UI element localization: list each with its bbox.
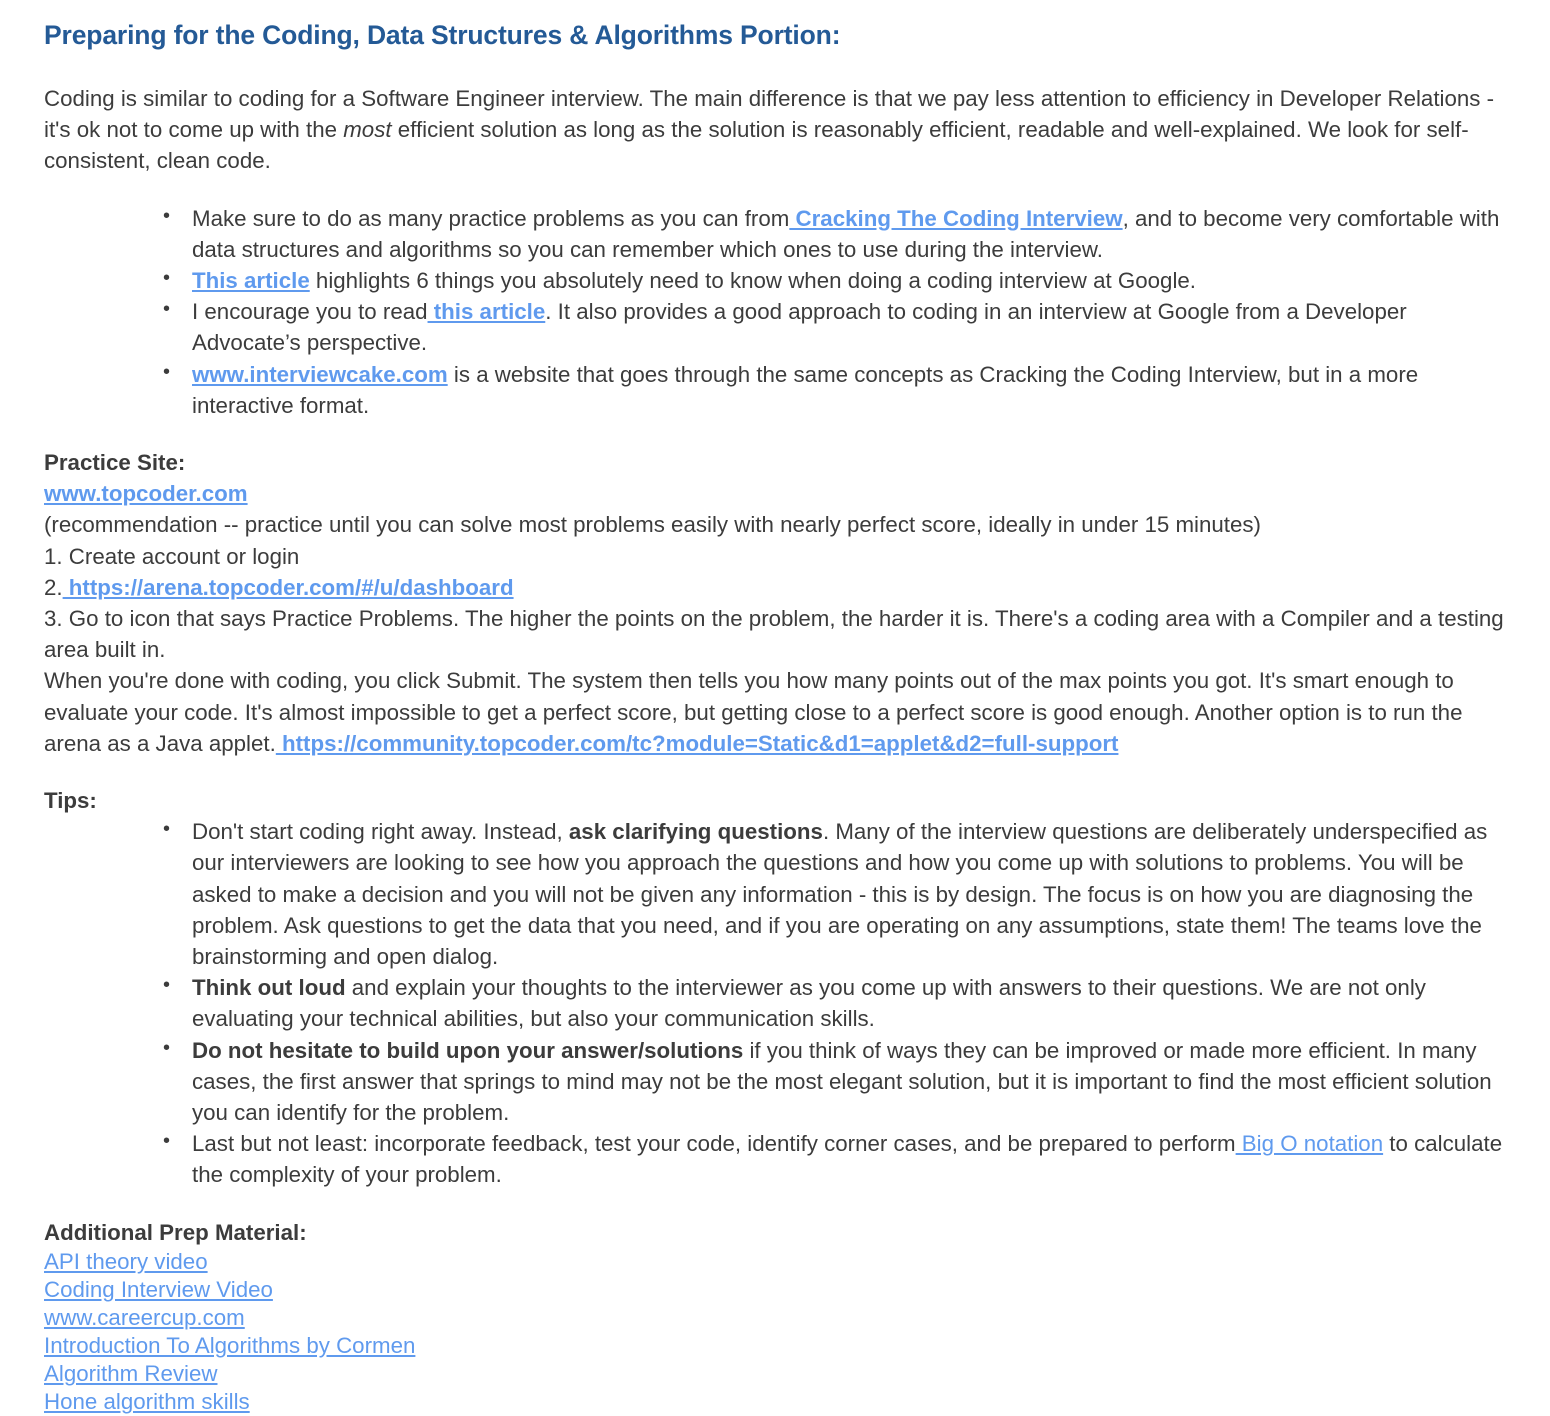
bullet-text-post: , and to become very comfortable with data structures and algorithms so you can remember which ones to use during the interview. (192, 205, 1500, 262)
bullet-text-post: . It also provides a good approach to coding in an interview at Google from a Developer Advocate’s perspective. (192, 299, 1407, 356)
practice-site-submit-paragraph (44, 665, 1510, 759)
tip-emphasis: Do not hesitate to build upon your answer/solutions (192, 1037, 744, 1063)
bullet-text-post: is a website that goes through the same concepts as Cracking the Coding Interview, but in a more interactive format. (192, 361, 1419, 418)
tip-text-pre: Don't start coding right away. Instead, (192, 819, 569, 845)
list-item (154, 1128, 1510, 1190)
list-item (154, 203, 1510, 265)
link-hone-algorithm-skills[interactable]: Hone algorithm skills (44, 1389, 250, 1415)
list-item (154, 359, 1510, 421)
practice-site-step-2 (44, 572, 1510, 603)
spacer (44, 53, 1510, 83)
list-item (44, 1388, 1510, 1416)
link-coding-interview-video[interactable]: Coding Interview Video (44, 1276, 273, 1302)
list-item (44, 1248, 1510, 1276)
practice-site-step-1: 1. Create account or login (44, 543, 300, 569)
tip-text-post: if you think of ways they can be improved or made more efficient. In many cases, the first answer that springs to mind may not be the most elegant solution, but it is important to find the most efficient solution you can identify for the problem. (192, 1037, 1492, 1126)
link-cracking-the-coding-interview[interactable]: Cracking The Coding Interview (789, 205, 1123, 231)
bullet-text-pre: I encourage you to read (192, 299, 428, 325)
list-item (44, 1360, 1510, 1388)
list-item (154, 296, 1510, 358)
spacer (44, 177, 1510, 203)
link-this-article-2[interactable]: this article (427, 299, 546, 325)
spacer (44, 1191, 1510, 1217)
practice-site-heading: Practice Site: (44, 450, 186, 475)
additional-prep-heading: Additional Prep Material: (44, 1219, 307, 1245)
link-this-article[interactable]: This article (192, 267, 310, 293)
intro-text-part2: efficient solution as long as the solution is reasonably efficient, readable and well-explained. We look for self-consistent, clean code. (44, 117, 1469, 174)
practice-site-recommendation: (recommendation -- practice until you can solve most problems easily with nearly perfect score, ideally in under 15 minutes) (44, 512, 1261, 538)
practice-site-main-link-row (44, 478, 1510, 509)
additional-prep-link-list (44, 1248, 1510, 1416)
link-topcoder-applet-support[interactable]: https://community.topcoder.com/tc?module=Static&d1=applet&d2=full-support (275, 730, 1119, 756)
list-item (44, 1276, 1510, 1304)
link-introduction-to-algorithms-cormen[interactable]: Introduction To Algorithms by Cormen (44, 1333, 416, 1359)
spacer (44, 759, 1510, 785)
tips-heading: Tips: (44, 788, 97, 814)
link-careercup[interactable]: www.careercup.com (44, 1305, 245, 1331)
link-topcoder-arena-dashboard[interactable]: https://arena.topcoder.com/#/u/dashboard (62, 574, 514, 600)
submit-text: When you're done with coding, you click Submit. The system then tells you how many points out of the max points you got. It's smart enough to evaluate your code. It's almost impossible to get a perfect score, but getting close to a perfect score is good enough. Another option is to run the arena as a Java applet. (44, 668, 1463, 756)
intro-paragraph (44, 83, 1510, 177)
practice-site-step-3: 3. Go to icon that says Practice Problems. The higher the points on the problem, the harder it is. There's a coding area with a Compiler and a testing area built in. (44, 606, 1504, 663)
tip-emphasis: ask clarifying questions (568, 819, 823, 845)
list-item (154, 265, 1510, 296)
intro-emphasis: most (343, 117, 392, 143)
tip-text-post: to calculate the complexity of your problem. (192, 1131, 1503, 1188)
link-algorithm-review[interactable]: Algorithm Review (44, 1361, 218, 1387)
tip-text-post: and explain your thoughts to the interviewer as you come up with answers to their questions. We are not only evaluating your technical abilities, but also your communication skills. (192, 975, 1426, 1032)
spacer (44, 421, 1510, 447)
intro-text-part1: Coding is similar to coding for a Software Engineer interview. The main difference is that we pay less attention to efficiency in Developer Relations - it's ok not to come up with the (44, 85, 1495, 143)
resource-bullet-list (44, 203, 1510, 421)
link-interviewcake[interactable]: www.interviewcake.com (192, 361, 448, 387)
link-big-o-notation[interactable]: Big O notation (1235, 1131, 1384, 1157)
link-topcoder[interactable]: www.topcoder.com (44, 481, 248, 507)
list-item (154, 816, 1510, 972)
link-api-theory-video[interactable]: API theory video (44, 1248, 208, 1274)
bullet-text-pre: Make sure to do as many practice problems as you can from (192, 205, 790, 231)
step-2-number: 2. (44, 574, 63, 600)
tips-bullet-list (44, 816, 1510, 1190)
page-title: Preparing for the Coding, Data Structures & Algorithms Portion: (44, 20, 841, 50)
list-item (154, 972, 1510, 1034)
list-item (44, 1332, 1510, 1360)
bullet-text-post: highlights 6 things you absolutely need to know when doing a coding interview at Google. (309, 267, 1196, 293)
list-item (154, 1035, 1510, 1129)
tip-text-pre: Last but not least: incorporate feedback, test your code, identify corner cases, and be prepared to perform (192, 1131, 1236, 1157)
tip-emphasis: Think out loud (192, 975, 346, 1001)
tip-text-post: . Many of the interview questions are deliberately underspecified as our interviewers are looking to see how you approach the questions and how you come up with solutions to problems. You will be asked to make a decision and you will not be given any information - this is by design. The focus is on how you are diagnosing the problem. Ask questions to get the data that you need, and if you are operating on any assumptions, state them! The teams love the brainstorming and open dialog. (192, 819, 1488, 970)
